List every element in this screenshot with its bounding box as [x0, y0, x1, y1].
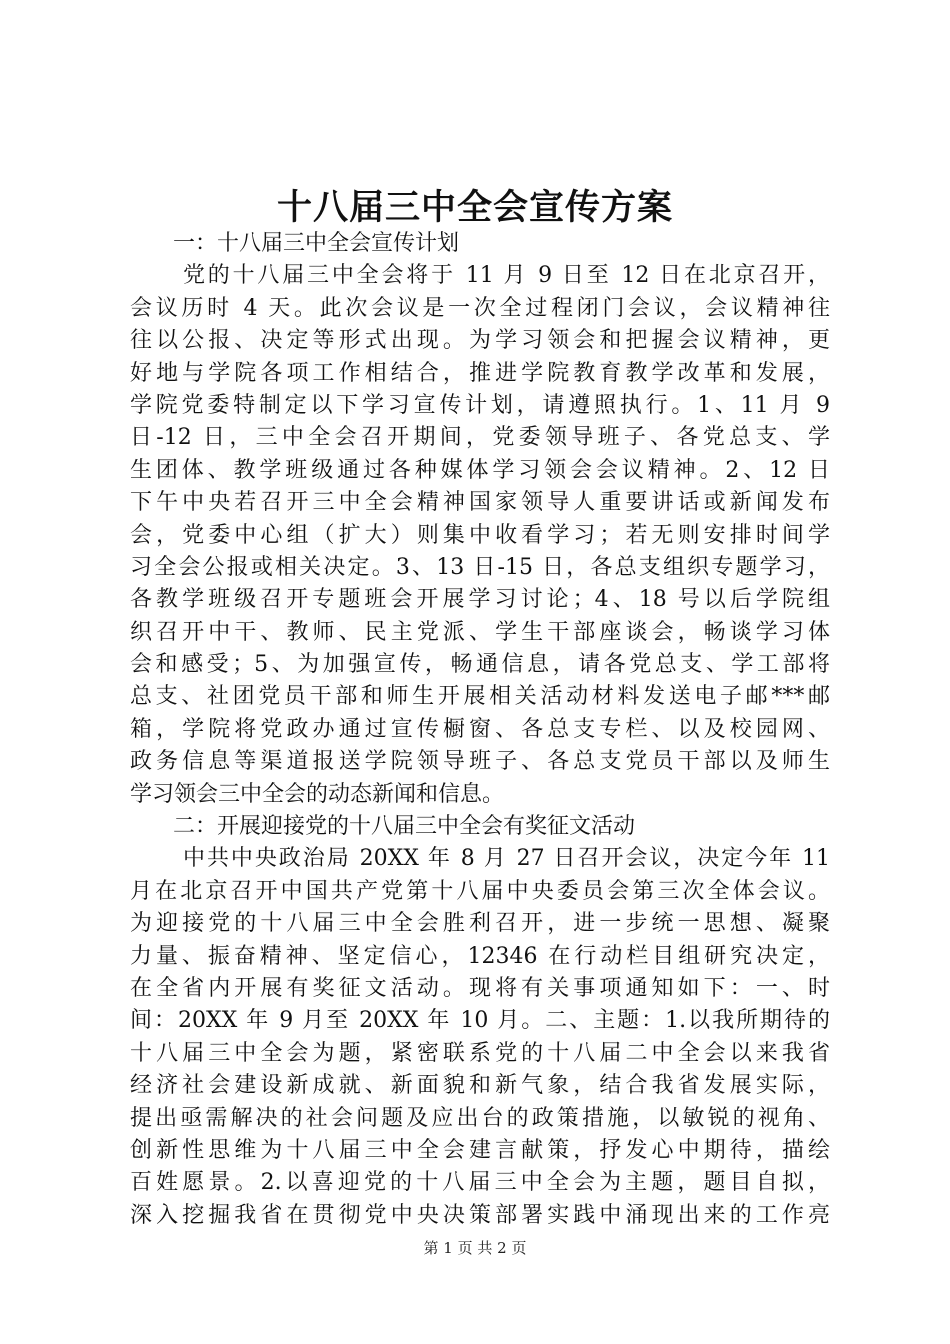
paragraph-line: 十八届三中全会为题，紧密联系党的十八届二中全会以来我省	[130, 1040, 830, 1066]
document-title: 十八届三中全会宣传方案	[276, 187, 673, 228]
paragraph-line: 中共中央政治局 20XX 年 8 月 27 日召开会议，决定今年 11	[183, 846, 830, 872]
document-body	[130, 228, 830, 1232]
paragraph-line: 总支、社团党员干部和师生开展相关活动材料发送电子邮***邮	[130, 684, 830, 710]
paragraph-line: 为迎接党的十八届三中全会胜利召开，进一步统一思想、凝聚	[130, 911, 830, 937]
paragraph-line: 会和感受；5、为加强宣传，畅通信息，请各党总支、学工部将	[130, 652, 830, 678]
paragraph-line: 箱，学院将党政办通过宣传橱窗、各总支专栏、以及校园网、	[130, 716, 830, 742]
paragraph-line: 在全省内开展有奖征文活动。现将有关事项通知如下：一、时	[130, 975, 830, 1001]
paragraph-line: 提出亟需解决的社会问题及应出台的政策措施，以敏锐的视角、	[130, 1105, 830, 1131]
paragraph-line: 月在北京召开中国共产党第十八届中央委员会第三次全体会议。	[130, 878, 830, 904]
paragraph-line: 各教学班级召开专题班会开展学习讨论；4、18 号以后学院组	[130, 587, 830, 613]
paragraph-line: 会议历时 4 天。此次会议是一次全过程闭门会议，会议精神往	[130, 295, 830, 321]
paragraph-line: 会，党委中心组（扩大）则集中收看学习；若无则安排时间学	[130, 522, 830, 548]
paragraph-line: 经济社会建设新成就、新面貌和新气象，结合我省发展实际，	[130, 1073, 830, 1099]
section-heading-2: 二：开展迎接党的十八届三中全会有奖征文活动	[173, 814, 636, 840]
paragraph-line: 深入挖掘我省在贯彻党中央决策部署实践中涌现出来的工作亮	[130, 1202, 830, 1228]
paragraph-line: 学习领会三中全会的动态新闻和信息。	[130, 781, 505, 807]
paragraph-line: 好地与学院各项工作相结合，推进学院教育教学改革和发展，	[130, 360, 830, 386]
paragraph-line: 间：20XX 年 9 月至 20XX 年 10 月。二、主题：1.以我所期待的	[130, 1008, 830, 1034]
paragraph-line: 力量、振奋精神、坚定信心，12346 在行动栏目组研究决定，	[130, 943, 830, 969]
paragraph-line: 织召开中干、教师、民主党派、学生干部座谈会，畅谈学习体	[130, 619, 830, 645]
paragraph-line: 生团体、教学班级通过各种媒体学习领会会议精神。2、12 日	[130, 457, 830, 483]
paragraph-line: 百姓愿景。2.以喜迎党的十八届三中全会为主题，题目自拟，	[130, 1170, 830, 1196]
paragraph-line: 往以公报、决定等形式出现。为学习领会和把握会议精神，更	[130, 328, 830, 354]
paragraph-line: 下午中央若召开三中全会精神国家领导人重要讲话或新闻发布	[130, 490, 830, 516]
paragraph-line: 习全会公报或相关决定。3、13 日-15 日，各总支组织专题学习，	[130, 554, 830, 580]
paragraph-line: 党的十八届三中全会将于 11 月 9 日至 12 日在北京召开，	[183, 263, 830, 289]
page-footer: 第 1 页 共 2 页	[423, 1239, 527, 1257]
paragraph-line: 创新性思维为十八届三中全会建言献策，抒发心中期待，描绘	[130, 1137, 830, 1163]
paragraph-line: 日-12 日，三中全会召开期间，党委领导班子、各党总支、学	[130, 425, 830, 451]
paragraph-line: 政务信息等渠道报送学院领导班子、各总支党员干部以及师生	[130, 749, 830, 775]
section-heading-1: 一：十八届三中全会宣传计划	[173, 231, 460, 256]
paragraph-line: 学院党委特制定以下学习宣传计划，请遵照执行。1、11 月 9	[130, 392, 830, 418]
